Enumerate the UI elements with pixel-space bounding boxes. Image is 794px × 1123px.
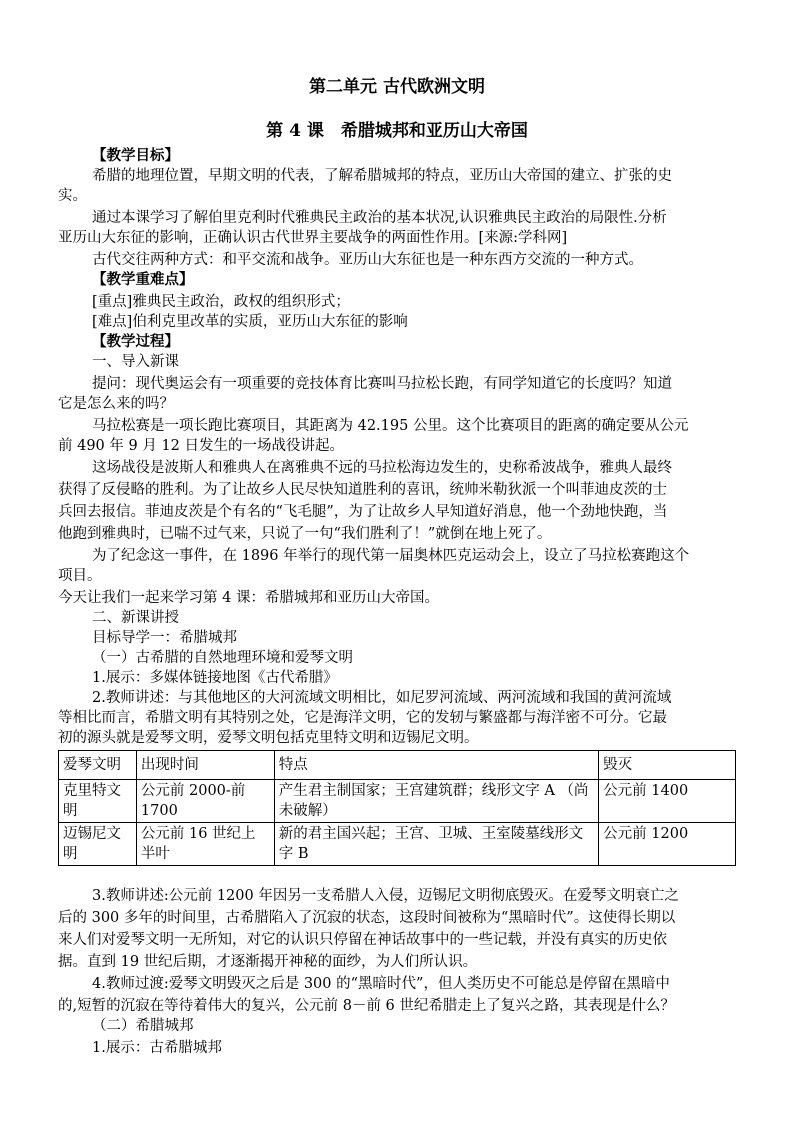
- paragraph-line: 3.教师讲述:公元前 1200 年因另一支希腊人入侵，迈锡尼文明彻底毁灭。在爱琴文明衰亡之: [92, 888, 679, 904]
- heading-objectives: 【教学目标】: [92, 147, 179, 164]
- section-heading: 一、导入新课: [92, 354, 179, 370]
- table-cell: 公元前 16 世纪上半叶: [136, 823, 274, 866]
- table-cell: 产生君主制国家；王宫建筑群；线形文字 A （尚未破解）: [274, 780, 598, 823]
- paragraph-line: 实。: [58, 188, 87, 204]
- section-heading: 目标导学一：希腊城邦: [92, 630, 237, 646]
- paragraph-line: 4.教师过渡:爱琴文明毁灭之后是 300 的“黑暗时代”，但人类历史不可能总是停留在黑暗中: [92, 976, 670, 992]
- heading-process: 【教学过程】: [92, 333, 179, 350]
- paragraph-line: 后的 300 多年的时间里，古希腊陷入了沉寂的状态，这段时间被称为“黑暗时代”。这使得长期以: [58, 910, 676, 926]
- paragraph-line: 为了纪念这一事件，在 1896 年举行的现代第一届奥林匹克运动会上，设立了马拉松赛跑这个: [92, 548, 690, 564]
- table-header-cell: 毁灭: [599, 751, 736, 780]
- table-cell: 公元前 2000-前 1700: [136, 780, 274, 823]
- heading-key-points: 【教学重难点】: [92, 271, 194, 288]
- table-cell: 迈锡尼文明: [59, 823, 137, 866]
- table-row: [59, 780, 736, 823]
- paragraph-line: 希腊的地理位置，早期文明的代表，了解希腊城邦的特点，亚历山大帝国的建立、扩张的史: [92, 168, 672, 184]
- paragraph-line: 的,短暂的沉寂在等待着伟大的复兴，公元前 8－前 6 世纪希腊走上了复兴之路，其表现是什么？: [58, 998, 675, 1014]
- paragraph-line: 1.展示：古希腊城邦: [92, 1040, 222, 1056]
- section-heading: （一）古希腊的自然地理环境和爱琴文明: [92, 650, 353, 666]
- paragraph-line: 今天让我们一起来学习第 4 课：希腊城邦和亚历山大帝国。: [58, 590, 439, 606]
- lesson-title: 第 4 课 希腊城邦和亚历山大帝国: [266, 121, 528, 141]
- table-cell: 公元前 1200: [599, 823, 736, 866]
- paragraph-line: 等相比而言，希腊文明有其特别之处，它是海洋文明，它的发轫与繁盛都与海洋密不可分。它最: [58, 710, 667, 726]
- paragraph-line: 2.教师讲述：与其他地区的大河流域文明相比，如尼罗河流域、两河流域和我国的黄河流域: [92, 690, 672, 706]
- paragraph-line: 项目。: [58, 568, 102, 584]
- paragraph-line: 前 490 年 9 月 12 日发生的一场战役讲起。: [58, 438, 345, 454]
- paragraph-line: 通过本课学习了解伯里克利时代雅典民主政治的基本状况,认识雅典民主政治的局限性.分析: [92, 210, 667, 226]
- paragraph-line: 1.展示：多媒体链接地图《古代希腊》: [92, 670, 338, 686]
- paragraph-line: 这场战役是波斯人和雅典人在离雅典不远的马拉松海边发生的，史称希波战争，雅典人最终: [92, 460, 672, 476]
- paragraph-line: [难点]伯利克里改革的实质，亚历山大东征的影响: [92, 314, 408, 330]
- paragraph-line: 初的源头就是爱琴文明，爱琴文明包括克里特文明和迈锡尼文明。: [58, 730, 479, 746]
- paragraph-line: 亚历山大东征的影响，正确认识古代世界主要战争的两面性作用。[来源:学科网]: [58, 230, 568, 246]
- paragraph-line: 提问：现代奥运会有一项重要的竞技体育比赛叫马拉松长跑，有同学知道它的长度吗？知道: [92, 376, 672, 392]
- paragraph-line: 来人们对爱琴文明一无所知，对它的认识只停留在神话故事中的一些记载，并没有真实的历史依: [58, 932, 667, 948]
- paragraph-line: 获得了反侵略的胜利。为了让故乡人民尽快知道胜利的喜讯，统帅米勒狄派一个叫菲迪皮茨的士: [58, 482, 667, 498]
- paragraph-line: 据。直到 19 世纪后期，才逐渐揭开神秘的面纱，为人们所认识。: [58, 954, 478, 970]
- table-cell: 公元前 1400: [599, 780, 736, 823]
- paragraph-line: 他跑到雅典时，已喘不过气来，只说了一句“我们胜利了！”就倒在地上死了。: [58, 526, 552, 542]
- paragraph-line: [重点]雅典民主政治，政权的组织形式；: [92, 294, 350, 310]
- table-header-cell: 特点: [274, 751, 598, 780]
- table-header-cell: 出现时间: [136, 751, 274, 780]
- paragraph-line: 它是怎么来的吗？: [58, 396, 174, 412]
- section-heading: （二）希腊城邦: [92, 1018, 194, 1034]
- paragraph-line: 古代交往两种方式：和平交流和战争。亚历山大东征也是一种东西方交流的一种方式。: [92, 252, 643, 268]
- paragraph-line: 马拉松赛是一项长跑比赛项目，其距离为 42.195 公里。这个比赛项目的距离的确定要从公元: [92, 418, 689, 434]
- section-heading: 二、新课讲授: [92, 610, 179, 626]
- table-row: [59, 823, 736, 866]
- table-header-row: [59, 751, 736, 780]
- table-header-cell: 爱琴文明: [59, 751, 137, 780]
- unit-title: 第二单元 古代欧洲文明: [309, 77, 485, 97]
- table-cell: 克里特文明: [59, 780, 137, 823]
- paragraph-line: 兵回去报信。菲迪皮茨是个有名的“飞毛腿”，为了让故乡人早知道好消息，他一个劲地快跑，当: [58, 504, 668, 520]
- aegean-civilization-table: [58, 750, 736, 866]
- table-cell: 新的君主国兴起；王宫、卫城、王室陵墓线形文字 B: [274, 823, 598, 866]
